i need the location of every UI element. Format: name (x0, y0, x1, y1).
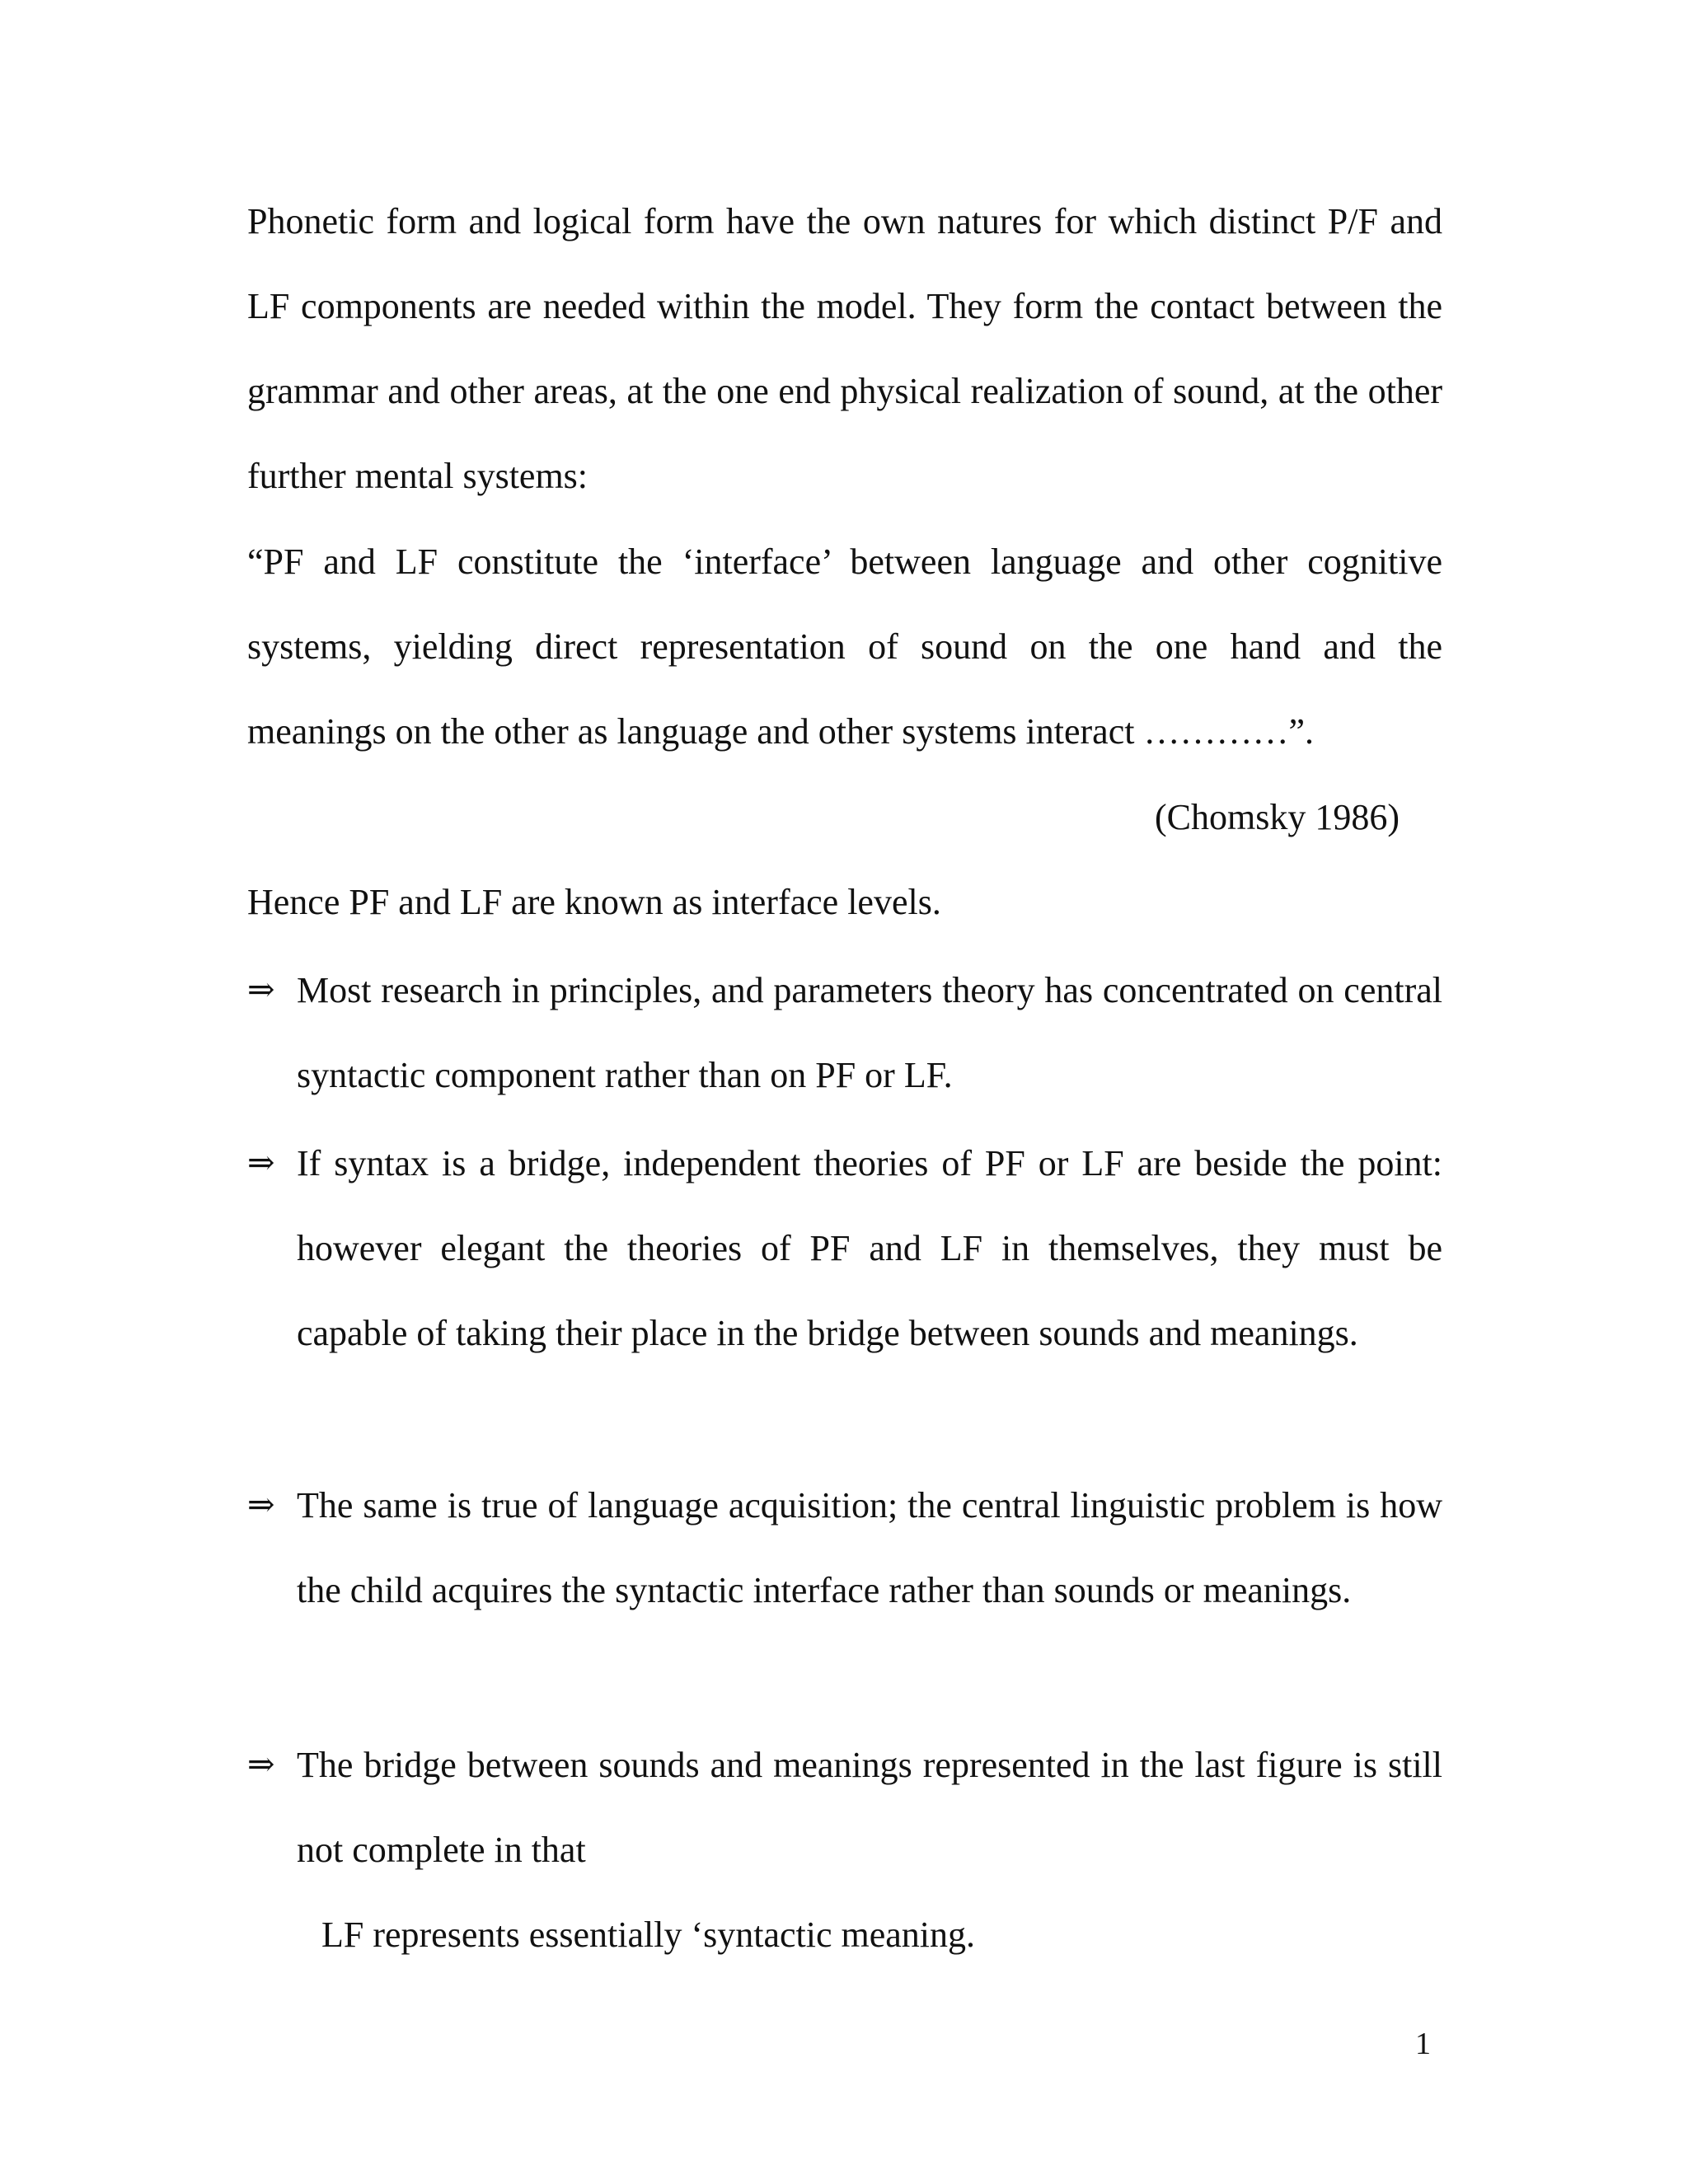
implies-arrow-icon: ⇒ (247, 1746, 275, 1783)
intro-paragraph: Phonetic form and logical form have the own natures for which distinct P/F and LF components are needed within the model. They form the contact between the grammar and other areas, at the one end physical realization of sound, at the other further mental systems: (247, 201, 1442, 496)
bullet-text: Most research in principles, and parameters theory has concentrated on central syntactic component rather than on PF or LF. (297, 970, 1442, 1095)
intro-paragraph-block (247, 179, 1442, 518)
page-number: 1 (1415, 2027, 1431, 2061)
quote-citation: (Chomsky 1986) (1155, 797, 1400, 837)
bullet-item (247, 1722, 1442, 1892)
hence-statement: Hence PF and LF are known as interface levels. (247, 882, 941, 922)
bullet-text: The bridge between sounds and meanings represented in the last figure is still not complete in that (297, 1745, 1442, 1870)
implies-arrow-icon: ⇒ (247, 1486, 275, 1524)
bullet-text: The same is true of language acquisition; the central linguistic problem is how the child acquires the syntactic interface rather than sounds or meanings. (297, 1485, 1442, 1610)
lf-sub-line: LF represents essentially ‘syntactic meaning. (321, 1915, 975, 1955)
bullet-item (247, 1463, 1442, 1633)
bullet-item (247, 1121, 1442, 1376)
implies-arrow-icon: ⇒ (247, 971, 275, 1009)
bullet-text: If syntax is a bridge, independent theories of PF or LF are beside the point: however elegant the theories of PF and LF in themselves, they must be capable of taking their place in the bridge between sounds and meanings. (297, 1143, 1442, 1353)
implies-arrow-icon: ⇒ (247, 1144, 275, 1182)
chomsky-quote: “PF and LF constitute the ‘interface’ between language and other cognitive systems, yielding direct representation of sound on the one hand and the meanings on the other as language and other systems interact …………”. (247, 541, 1442, 752)
bullet-item (247, 948, 1442, 1118)
